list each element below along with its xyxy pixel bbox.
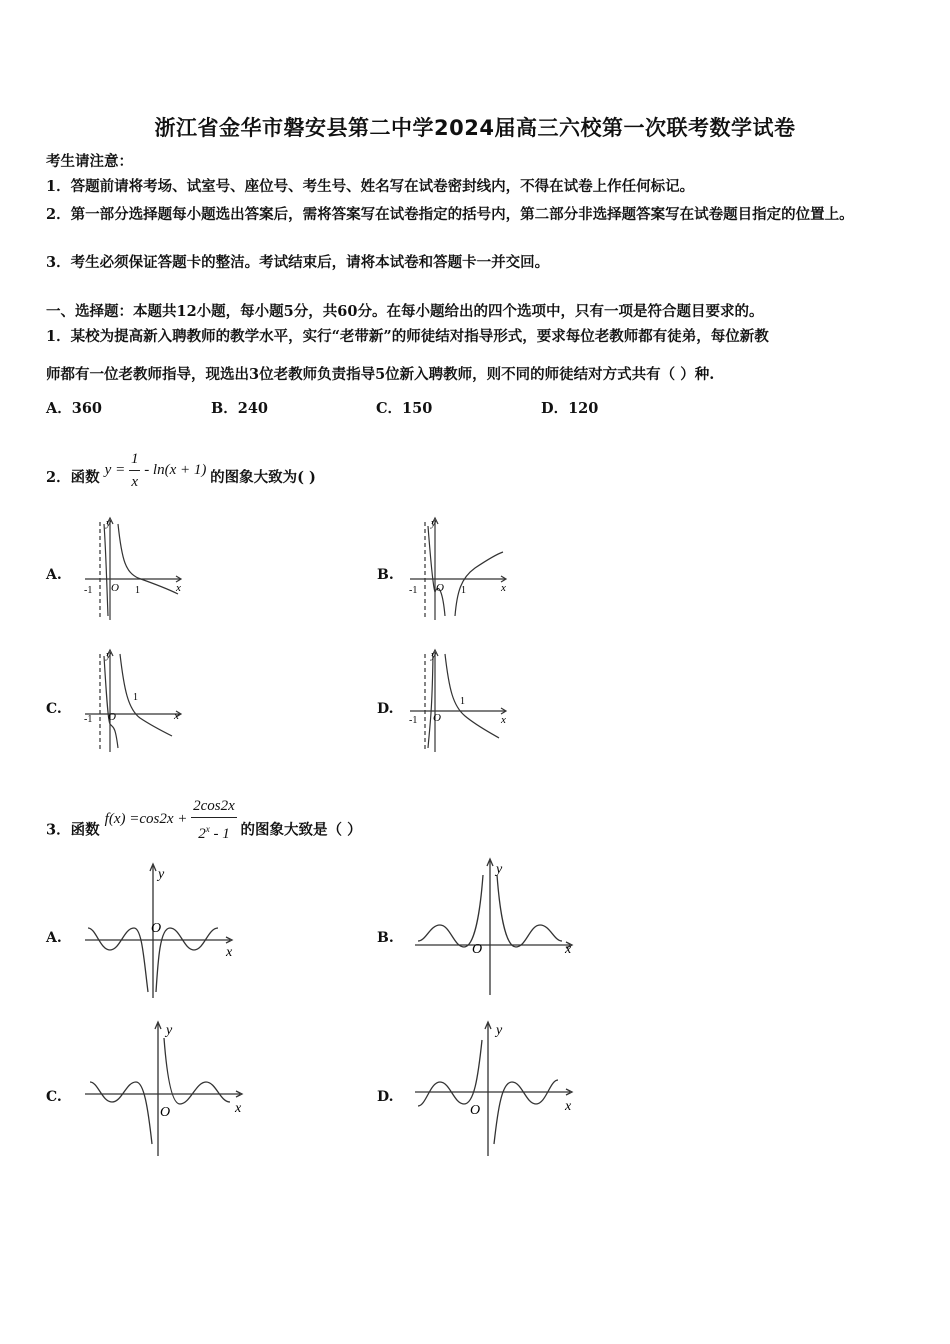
q2-formula-rest: - ln(x + 1): [144, 461, 207, 478]
tick-label-neg1: -1: [409, 585, 418, 596]
axis-label-y: y: [496, 862, 503, 877]
q3-graph-c: [80, 1018, 250, 1158]
q3-label-c: C.: [46, 1089, 62, 1105]
axis-label-x: x: [235, 1101, 242, 1116]
origin-label: O: [472, 942, 483, 957]
q3-graph-b: [410, 855, 580, 1000]
q3-formula-den-base: 2: [198, 826, 206, 842]
q3-label-a: A.: [46, 930, 62, 946]
q3-prefix: 3．函数: [46, 821, 100, 839]
q2-formula-num: 1: [129, 448, 141, 471]
axis-label-y: y: [158, 867, 165, 882]
axis-label-y: y: [431, 649, 436, 661]
q3-formula-den: [191, 818, 237, 845]
axis-label-y: y: [106, 517, 111, 529]
q2-label-b: B.: [377, 567, 394, 583]
axis-label-x: x: [501, 714, 506, 726]
q3-formula-den-exp: x: [205, 824, 210, 834]
q2-label-d: D.: [377, 701, 394, 717]
origin-label: O: [470, 1103, 481, 1118]
tick-label-neg1: -1: [409, 715, 418, 726]
axis-label-y: y: [106, 649, 111, 661]
axis-label-x: x: [565, 1099, 572, 1114]
q3-formula-fraction: [191, 795, 237, 845]
tick-label-1: 1: [135, 585, 140, 596]
axis-label-x: x: [226, 945, 233, 960]
q1-text-line1: 1．某校为提高新入聘教师的教学水平，实行“老带新”的师徒结对指导形式，要求每位老教师都有徒弟，每位新教: [46, 328, 769, 345]
axis-label-x: x: [176, 582, 181, 594]
q3-graph-d: [410, 1018, 580, 1158]
origin-label: O: [151, 921, 162, 936]
q2-prefix: 2．函数: [46, 468, 100, 486]
q2-stem: [46, 451, 906, 501]
tick-label-1: 1: [460, 696, 465, 707]
tick-label-neg1: -1: [84, 585, 93, 596]
tick-label-1: 1: [461, 585, 466, 596]
q1-option-c: C．150: [376, 400, 433, 417]
notice-item-1: 1．答题前请将考场、试室号、座位号、考生号、姓名写在试卷密封线内，不得在试卷上作任何标记。: [46, 178, 695, 195]
q3-suffix: 的图象大致是（ ）: [240, 821, 362, 839]
q2-label-a: A.: [46, 567, 62, 583]
axis-label-y: y: [496, 1023, 503, 1038]
origin-label: O: [433, 712, 441, 724]
q3-formula-num: 2cos2x: [191, 795, 237, 818]
q2-graph-b: [405, 512, 515, 624]
notice-item-3: 3．考生必须保证答题卡的整洁。考试结束后，请将本试卷和答题卡一并交回。: [46, 254, 550, 271]
origin-label: O: [436, 582, 444, 594]
origin-label: O: [108, 711, 116, 723]
q2-suffix: 的图象大致为( ): [210, 468, 316, 486]
origin-label: O: [111, 582, 119, 594]
q2-formula: [104, 451, 210, 490]
axis-label-x: x: [174, 710, 179, 722]
q3-label-d: D.: [377, 1089, 394, 1105]
q2-graph-d: [405, 644, 515, 756]
q2-formula-fraction: [129, 448, 141, 493]
axis-label-y: y: [166, 1023, 173, 1038]
q3-stem: [46, 798, 906, 856]
q3-formula-lhs: f(x) =cos2x +: [104, 811, 188, 828]
q2-label-c: C.: [46, 701, 62, 717]
q2-graph-c: [80, 644, 190, 756]
tick-label-1: 1: [133, 692, 138, 703]
tick-label-neg1: -1: [84, 714, 93, 725]
q1-option-b: B．240: [211, 400, 269, 417]
q1-text-line2: 师都有一位老教师指导，现选出3位老教师负责指导5位新入聘教师，则不同的师徒结对方式共有（ ）种.: [46, 366, 715, 383]
q1-option-d: D．120: [541, 400, 599, 417]
page-title: 浙江省金华市磐安县第二中学2024届高三六校第一次联考数学试卷: [154, 116, 796, 140]
q1-option-a: A．360: [46, 400, 103, 417]
q3-formula-den-rest: - 1: [209, 826, 230, 842]
axis-label-y: y: [431, 517, 436, 529]
axis-label-x: x: [565, 942, 572, 957]
q3-graph-a: [80, 860, 250, 1000]
axis-label-x: x: [501, 582, 506, 594]
section-heading: 一、选择题：本题共12小题，每小题5分，共60分。在每小题给出的四个选项中，只有一项是符合题目要求的。: [46, 303, 764, 320]
notice-header: 考生请注意：: [46, 153, 133, 170]
notice-item-2: 2．第一部分选择题每小题选出答案后，需将答案写在试卷指定的括号内，第二部分非选择题答案写在试卷题目指定的位置上。: [46, 206, 854, 223]
q2-formula-lhs: y =: [104, 461, 126, 478]
origin-label: O: [160, 1105, 171, 1120]
q3-formula: [104, 798, 241, 842]
q3-label-b: B.: [377, 930, 394, 946]
q2-formula-den: x: [131, 474, 139, 490]
q2-graph-a: [80, 512, 190, 624]
